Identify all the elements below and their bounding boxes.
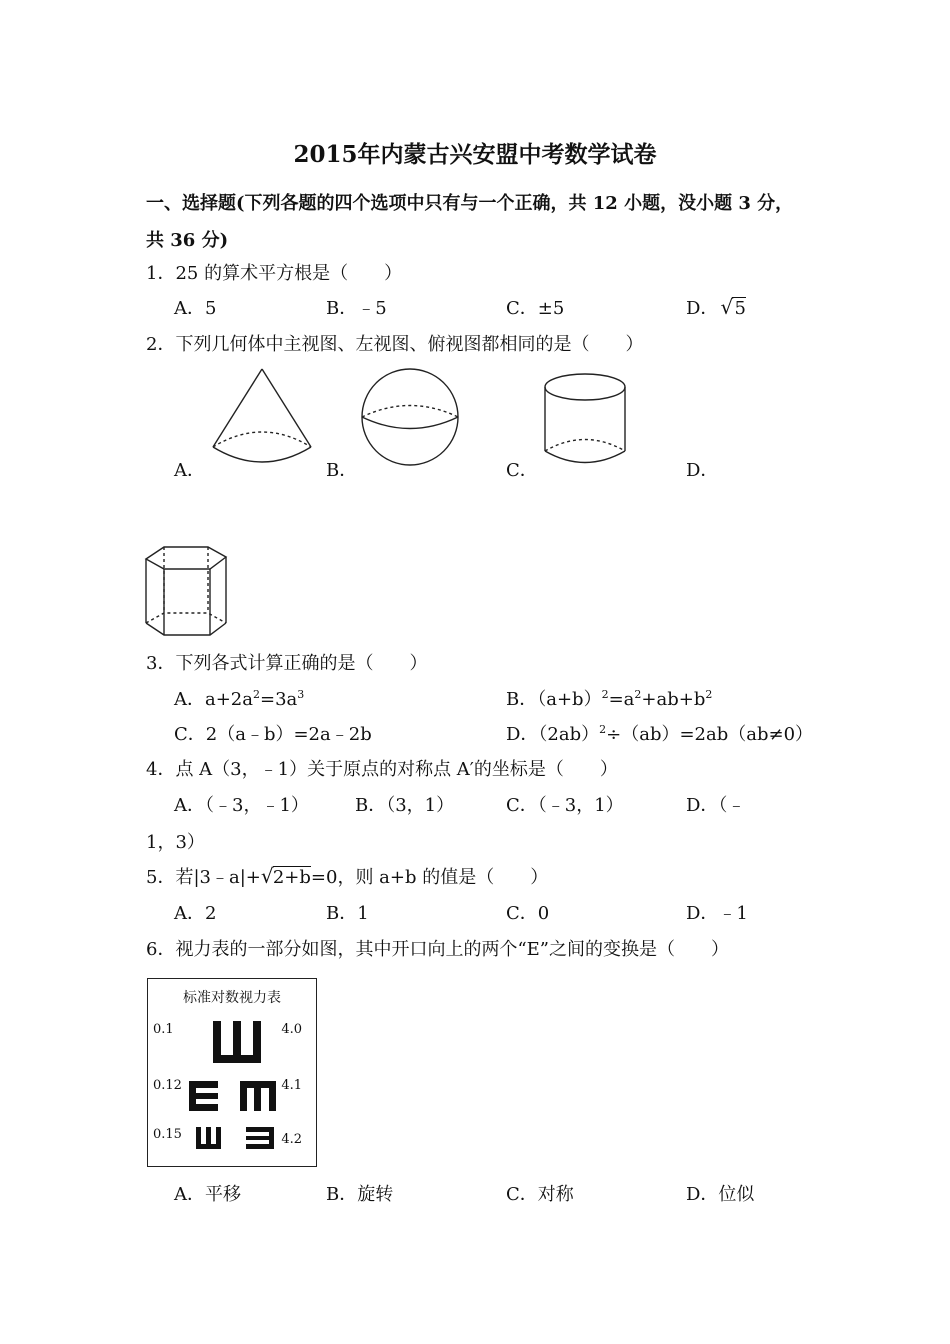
q3-option-d — [506, 723, 813, 747]
q5-sqrt-expression — [260, 864, 311, 890]
q4-option-c: C．（﹣3，1） — [506, 795, 624, 816]
e-symbol-down — [240, 1081, 276, 1111]
radical-sign: √ — [720, 295, 734, 319]
q4-option-b: B．（3，1） — [355, 795, 455, 816]
q3-d-exp: 2 — [599, 723, 607, 736]
q3-b-exp1: 2 — [601, 688, 609, 701]
q4-option-d: D．（﹣ — [686, 795, 746, 816]
sphere-figure — [355, 362, 465, 472]
chart-row1-left: 0.1 — [153, 1022, 174, 1037]
section-heading-cont: 共 36 分) — [146, 230, 229, 251]
page-title: 2015年内蒙古兴安盟中考数学试卷 — [293, 141, 657, 168]
q3-option-c: C．2（a﹣b）=2a﹣2b — [174, 724, 372, 745]
q5-option-a: A．2 — [174, 903, 217, 924]
q3-option-a — [174, 688, 304, 712]
q6-option-c: C．对称 — [506, 1184, 574, 1205]
chart-row3-left: 0.15 — [153, 1127, 182, 1142]
section-heading: 一、选择题(下列各题的四个选项中只有与一个正确，共 12 小题，没小题 3 分， — [146, 193, 794, 214]
q3-b-part3: +ab+b — [641, 689, 706, 710]
q2-option-d: D． — [686, 460, 719, 481]
chart-row1-right: 4.0 — [281, 1022, 302, 1037]
q3-d-part1: D．（2ab） — [506, 724, 600, 745]
e-symbol-up-large — [213, 1021, 261, 1063]
cone-figure — [205, 365, 335, 470]
chart-row2-right: 4.1 — [281, 1078, 302, 1093]
q5-radicand: 2+b — [272, 867, 311, 888]
eye-chart-symbols — [148, 979, 318, 1168]
cylinder-figure — [540, 368, 635, 468]
chart-row3-right: 4.2 — [281, 1132, 302, 1147]
q5-stem-part2: =0，则 a+b 的值是（ ） — [310, 867, 549, 888]
q2-option-b: B． — [326, 460, 358, 481]
q4-option-d-cont: 1，3） — [146, 832, 205, 853]
question-5-stem — [146, 866, 548, 890]
q3-option-b — [506, 688, 712, 712]
radical-sign: √ — [260, 864, 274, 888]
question-6-stem: 6．视力表的一部分如图，其中开口向上的两个“E”之间的变换是（ ） — [146, 939, 729, 960]
q6-option-d: D．位似 — [686, 1184, 755, 1205]
q2-option-a: A． — [174, 460, 205, 481]
e-symbol-left — [246, 1127, 274, 1149]
q1-option-a: A．5 — [174, 298, 217, 319]
sqrt-expression — [720, 295, 746, 321]
q3-b-exp3: 2 — [705, 688, 713, 701]
question-2-stem: 2．下列几何体中主视图、左视图、俯视图都相同的是（ ） — [146, 334, 644, 355]
q6-option-b: B．旋转 — [326, 1184, 394, 1205]
q4-option-a: A．（﹣3，﹣1） — [174, 795, 309, 816]
q3-d-part2: ÷（ab）=2ab（ab≠0） — [606, 724, 814, 745]
q3-a-part2: =3a — [260, 689, 298, 710]
chart-row2-left: 0.12 — [153, 1078, 182, 1093]
q3-b-exp2: 2 — [634, 688, 642, 701]
q5-option-b: B．1 — [326, 903, 369, 924]
q3-a-part1: A．a+2a — [174, 689, 253, 710]
q6-option-a: A．平移 — [174, 1184, 241, 1205]
eye-chart-title: 标准对数视力表 — [183, 990, 281, 1006]
radicand: 5 — [734, 298, 746, 319]
q3-b-part1: B．（a+b） — [506, 689, 602, 710]
hexagonal-prism-figure — [140, 543, 230, 641]
e-symbol-up-small — [196, 1127, 221, 1149]
q3-b-part2: =a — [608, 689, 635, 710]
q5-option-d: D．﹣1 — [686, 903, 748, 924]
q1-option-d-label: D． — [686, 298, 719, 319]
q5-stem-part1: 5．若|3﹣a|+ — [146, 867, 261, 888]
q2-option-c: C． — [506, 460, 538, 481]
question-4-stem: 4．点 A（3，﹣1）关于原点的对称点 A′的坐标是（ ） — [146, 759, 618, 780]
e-symbol-right — [189, 1081, 218, 1111]
question-1-stem: 1．25 的算术平方根是（ ） — [146, 263, 403, 284]
q1-option-c: C．±5 — [506, 298, 565, 319]
q5-option-c: C．0 — [506, 903, 550, 924]
q1-option-b: B．﹣5 — [326, 298, 387, 319]
q3-a-exp1: 2 — [253, 688, 260, 701]
q1-option-d — [686, 297, 746, 321]
question-3-stem: 3．下列各式计算正确的是（ ） — [146, 653, 428, 674]
eye-chart — [147, 978, 317, 1167]
q3-a-exp2: 3 — [297, 688, 305, 701]
